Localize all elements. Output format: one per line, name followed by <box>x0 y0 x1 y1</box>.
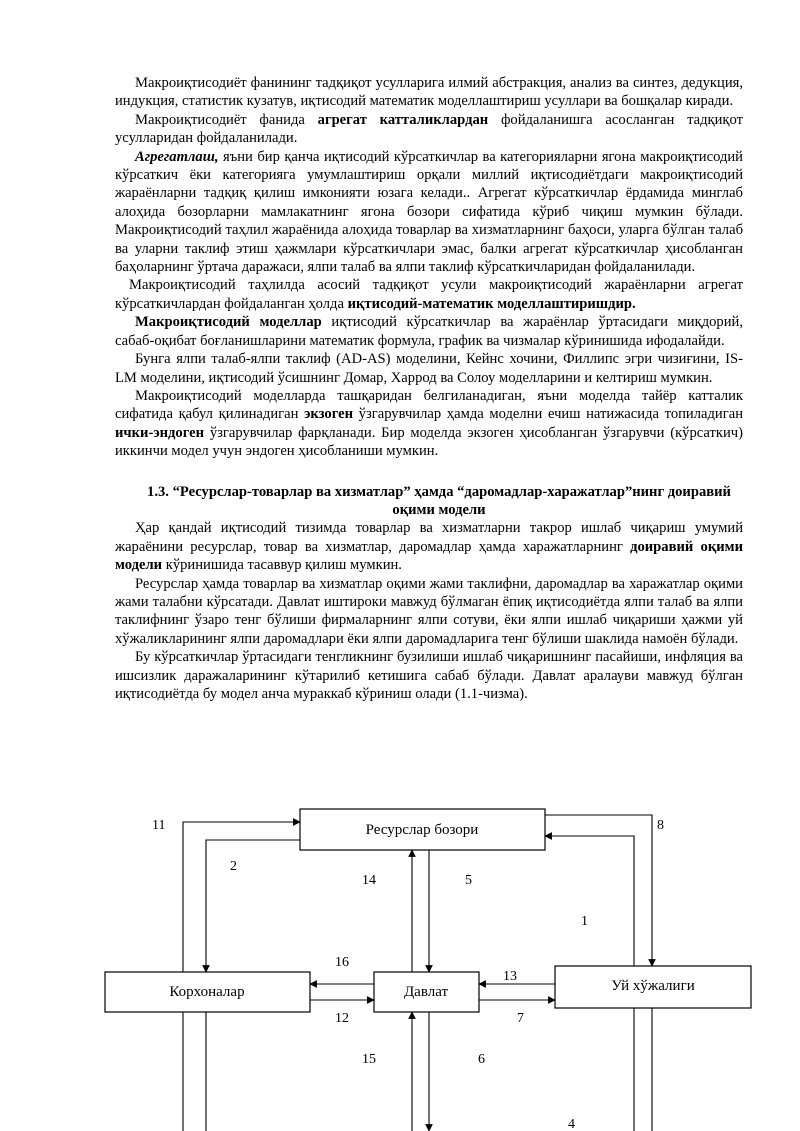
flow-number-13: 13 <box>503 969 517 984</box>
flow-number-15: 15 <box>362 1052 376 1067</box>
bold-term: агрегат катталиклардан <box>317 111 489 128</box>
text-span: кўринишида тасаввур қилиш мумкин. <box>162 557 402 574</box>
label-government: Давлат <box>403 984 449 1000</box>
paragraph-model-examples: Бунга ялпи талаб-ялпи таклиф (AD-AS) моделини, Кейнс хочини, Филлипс эгри чизиғини, IS-LM моделини, иқтисодий ўсишнинг Домар, Харрод ва Солоу моделларини и келтириш мумкин. <box>115 351 743 386</box>
diagram-svg <box>100 800 780 1131</box>
bold-term: Макроиқтисодий моделлар <box>135 314 322 331</box>
arrow-flow-11 <box>183 822 300 972</box>
text-span: фойдаланишга асосланган тадқиқот усулларидан фойдаланилади. <box>115 111 743 147</box>
bold-italic-term: Агрегатлаш, <box>135 148 219 165</box>
circular-flow-diagram <box>100 800 780 1131</box>
bold-term: ички-эндоген <box>115 424 205 441</box>
flow-number-2: 2 <box>230 859 237 874</box>
text-span: Макроиқтисодиёт фанида <box>135 111 318 128</box>
flow-number-11: 11 <box>152 818 166 833</box>
bold-term: экзоген <box>304 406 354 423</box>
paragraph-exogenous-endogenous <box>115 387 743 461</box>
flow-number-1: 1 <box>581 914 588 929</box>
paragraph-circular-flow <box>115 519 743 574</box>
flow-number-12: 12 <box>335 1011 349 1026</box>
body-text <box>115 74 743 703</box>
label-firms: Корхоналар <box>169 984 245 1000</box>
flow-number-7: 7 <box>517 1011 524 1026</box>
text-span: ўзгарувчилар фарқланади. Бир моделда экзоген ҳисобланган ўзгарувчи (кўрсаткич) иккинчи модел учун эндоген ҳисобланиши мумкин. <box>115 424 743 460</box>
text-span: ўзгарувчилар ҳамда моделни ечиш натижасида топиладиган <box>353 406 744 423</box>
paragraph-research-methods: Макроиқтисодиёт фанининг тадқиқот усулларига илмий абстракция, анализ ва синтез, дедукция, индукция, статистик кузатув, иқтисодий математик моделлаштириш усуллари ва бошқалар киради. <box>115 75 743 110</box>
paragraph-flows-supply-demand: Ресурслар ҳамда товарлар ва хизматлар оқими жами таклифни, даромадлар ва харажатлар оқими жами талабни кўрсатади. Давлат иштироки мавжуд бўлмаган ёпиқ иқтисодиётда ялпи талаб ва ялпи таклифнинг ўзаро тенг бўлиши фирмаларнинг ялпи сотуви, ёки ялпи ишлаб чиқариши ҳажми уй хўжаликларининг ялпи даромадлари ёки ялпи даромадларига тенг бўлиши шаклида намоён бўлади. <box>115 575 743 647</box>
arrow-flow-1 <box>545 815 652 966</box>
flow-number-8: 8 <box>657 818 664 833</box>
paragraph-main-method <box>115 276 743 313</box>
flow-number-4: 4 <box>568 1117 575 1131</box>
bold-term: иқтисодий-математик моделлаштиришдир. <box>347 295 636 312</box>
arrow-flow-2 <box>206 840 300 972</box>
text-span: Ҳар қандай иқтисодий тизимда товарлар ва хизматларни такрор ишлаб чиқариш умумий жараёнини ресурслар, товар ва хизматлар, даромадлар ҳамда харажатларнинг <box>115 520 743 555</box>
text-span: Макроиқтисодий таҳлилда асосий тадқиқот усули макроиқтисодий жараёнларни агрегат кўрсаткичлардан фойдаланган ҳолда <box>115 277 743 312</box>
paragraph-aggregation <box>115 148 743 277</box>
label-households: Уй хўжалиги <box>611 978 695 994</box>
flow-number-5: 5 <box>465 873 472 888</box>
section-heading: 1.3. “Ресурслар-товарлар ва хизматлар” ҳамда “даромадлар-харажатлар”нинг доиравий оқими модели <box>147 483 731 518</box>
text-span: яъни бир қанча иқтисодий кўрсаткичлар ва категорияларни ягона макроиқтисодий кўрсаткич ёки категорияга умумлаштириш орқали миллий иқтисодиётдаги макроиқтисодий жараёнларни тадқиқ қилиш имконияти юзага келади.. Агрегат кўрсаткичлар ёрдамида минглаб алоҳида бозорларни мамлакатнинг ягона бозори сифатида кўриб чиқиш мумкин бўлади. Макроиқтисодий таҳлил жараёнида алоҳида товарлар ва хизматларнинг баҳоси, уларга бўлган талаб ва уларни таклиф этиш ҳажмлари кўрсаткичлари эмас, балки агрегат кўрсаткичлар ҳисобланган баҳоларнинг ўртача даражаси, ялпи талаб ва ялпи таклиф кўрсаткичларидан фойдаланилади. <box>115 148 743 276</box>
bold-term: доиравий оқими модели <box>115 538 743 574</box>
paragraph-imbalance: Бу кўрсаткичлар ўртасидаги тенгликнинг бузилиши ишлаб чиқаришнинг пасайиши, инфляция ва ишсизлик даражаларининг кўтарилиб кетишига сабаб бўлади. Давлат аралауви мавжуд бўлган иқтисодиётда бу модел анча мураккаб кўриниш олади (1.1-чизма). <box>115 649 743 702</box>
text-span: иқтисодий кўрсаткичлар ва жараёнлар ўртасидаги миқдорий, сабаб-оқибат боғланишларини математик формула, график ва чизмалар кўринишида ифодалайди. <box>115 314 743 349</box>
flow-number-16: 16 <box>335 955 349 970</box>
arrow-flow-8 <box>545 836 634 966</box>
paragraph-aggregate-values <box>115 111 743 148</box>
label-resource-market: Ресурслар бозори <box>365 822 479 838</box>
flow-number-6: 6 <box>478 1052 485 1067</box>
paragraph-macro-models <box>115 313 743 350</box>
flow-number-14: 14 <box>362 873 376 888</box>
text-span: Макроиқтисодий моделларда ташқаридан белгиланадиган, яъни моделда тайёр катталик сифатида қабул қилинадиган <box>115 387 743 423</box>
